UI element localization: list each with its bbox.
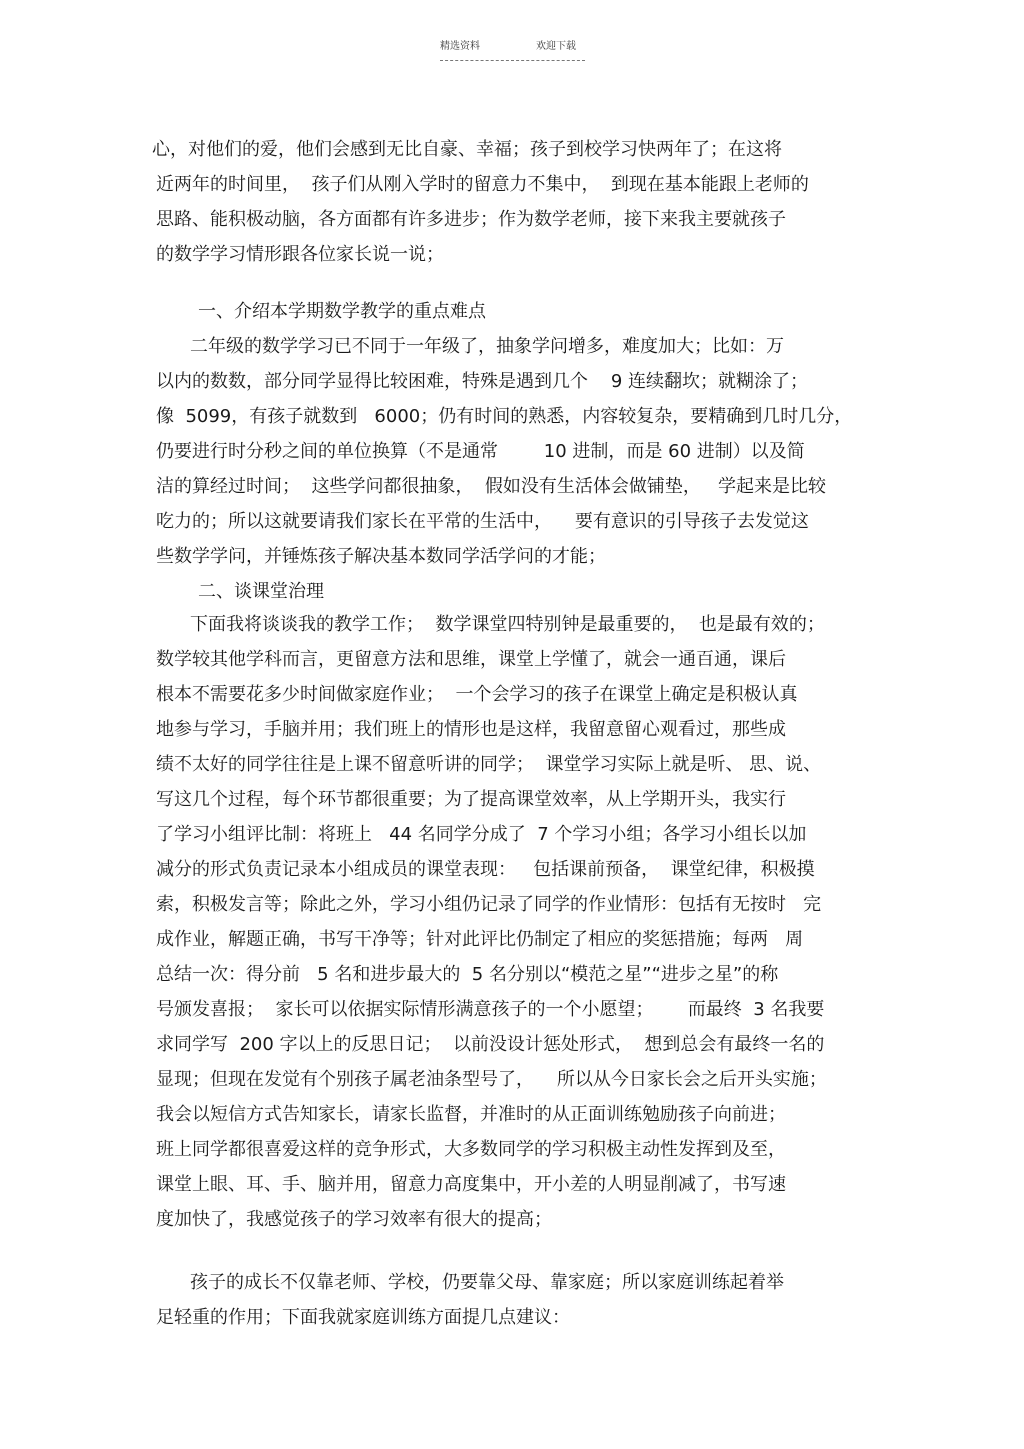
text-line: 根本不需要花多少时间做家庭作业； 一个会学习的孩子在课堂上确定是积极认真 bbox=[156, 684, 798, 705]
text-line: 写这几个过程，每个环节都很重要；为了提高课堂效率，从上学期开头，我实行 bbox=[156, 789, 786, 810]
text-line: 班上同学都很喜爱这样的竞争形式，大多数同学的学习积极主动性发挥到及至， bbox=[156, 1139, 786, 1160]
text-line: 数学较其他学科而言，更留意方法和思维，课堂上学懂了，就会一通百通，课后 bbox=[156, 649, 786, 670]
text-line: 绩不太好的同学往往是上课不留意听讲的同学； 课堂学习实际上就是听、 思、说、 bbox=[156, 754, 822, 775]
header-right-text: 欢迎下载 bbox=[536, 41, 576, 52]
header-left-text: 精选资料 bbox=[440, 41, 480, 52]
header-rule bbox=[440, 60, 585, 61]
text-line: 些数学学问，并锤炼孩子解决基本数同学活学问的才能； bbox=[156, 546, 606, 567]
page-header bbox=[440, 40, 585, 64]
text-line: 洁的算经过时间； 这些学问都很抽象， 假如没有生活体会做铺垫， 学起来是比较 bbox=[156, 476, 827, 497]
text-line: 求同学写 200 字以上的反思日记； 以前没设计惩处形式， 想到总会有最终一名的 bbox=[156, 1034, 825, 1055]
text-line: 像 5099，有孩子就数到 6000；仍有时间的熟悉，内容较复杂，要精确到几时几分， bbox=[156, 406, 853, 427]
text-line: 号颁发喜报； 家长可以依据实际情形满意孩子的一个小愿望； 而最终 3 名我要 bbox=[156, 999, 825, 1020]
text-line: 吃力的；所以这就要请我们家长在平常的生活中， 要有意识的引导孩子去发觉这 bbox=[156, 511, 809, 532]
text-line: 显现；但现在发觉有个别孩子属老油条型号了， 所以从今日家长会之后开头实施； bbox=[156, 1069, 827, 1090]
text-line: 度加快了，我感觉孩子的学习效率有很大的提高； bbox=[156, 1209, 552, 1230]
text-line: 近两年的时间里， 孩子们从刚入学时的留意力不集中， 到现在基本能跟上老师的 bbox=[156, 174, 809, 195]
text-line: 仍要进行时分秒之间的单位换算（不是通常 10 进制，而是 60 进制）以及简 bbox=[156, 441, 805, 462]
section-heading: 二、谈课堂治理 bbox=[198, 581, 324, 602]
text-line: 索，积极发言等；除此之外，学习小组仍记录了同学的作业情形：包括有无按时 完 bbox=[156, 894, 822, 915]
text-line: 课堂上眼、耳、手、脑并用，留意力高度集中，开小差的人明显削减了，书写速 bbox=[156, 1174, 786, 1195]
text-line: 孩子的成长不仅靠老师、学校，仍要靠父母、靠家庭；所以家庭训练起着举 bbox=[190, 1272, 784, 1293]
text-line: 总结一次：得分前 5 名和进步最大的 5 名分别以“模范之星”“进步之星”的称 bbox=[156, 964, 779, 985]
text-line: 的数学学习情形跟各位家长说一说； bbox=[156, 244, 444, 265]
text-line: 减分的形式负责记录本小组成员的课堂表现： 包括课前预备， 课堂纪律，积极摸 bbox=[156, 859, 815, 880]
text-line: 二年级的数学学习已不同于一年级了，抽象学问增多，难度加大；比如：万 bbox=[190, 336, 784, 357]
text-line: 心，对他们的爱，他们会感到无比自豪、幸福；孩子到校学习快两年了；在这将 bbox=[152, 139, 782, 160]
text-line: 下面我将谈谈我的教学工作； 数学课堂四特别钟是最重要的， 也是最有效的； bbox=[190, 614, 825, 635]
text-line: 成作业，解题正确，书写干净等；针对此评比仍制定了相应的奖惩措施；每两 周 bbox=[156, 929, 804, 950]
section-heading: 一、介绍本学期数学教学的重点难点 bbox=[198, 301, 486, 322]
text-line: 地参与学习，手脑并用；我们班上的情形也是这样，我留意留心观看过，那些成 bbox=[156, 719, 786, 740]
text-line: 足轻重的作用；下面我就家庭训练方面提几点建议： bbox=[156, 1307, 570, 1328]
text-line: 以内的数数，部分同学显得比较困难，特殊是遇到几个 9 连续翻坎；就糊涂了； bbox=[156, 371, 809, 392]
text-line: 了学习小组评比制：将班上 44 名同学分成了 7 个学习小组；各学习小组长以加 bbox=[156, 824, 807, 845]
text-line: 思路、能积极动脑，各方面都有许多进步；作为数学老师，接下来我主要就孩子 bbox=[156, 209, 786, 230]
text-line: 我会以短信方式告知家长，请家长监督，并准时的从正面训练勉励孩子向前进； bbox=[156, 1104, 786, 1125]
